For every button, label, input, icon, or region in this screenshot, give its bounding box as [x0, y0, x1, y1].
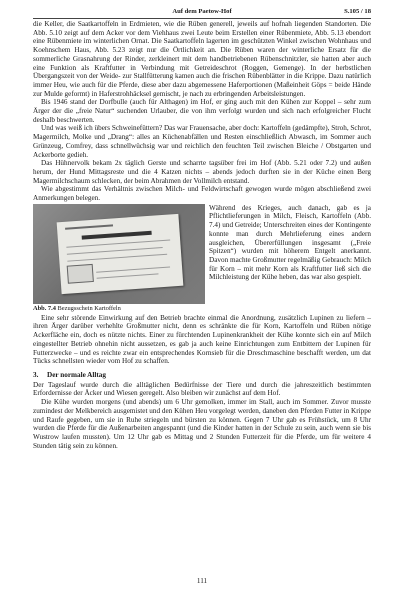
paragraph: Wie abgestimmt das Verhältnis zwischen Milch- und Feldwirtschaft gewogen wurde mögen abschließend zwei Anmerkungen belegen. [33, 185, 371, 203]
figure-caption [33, 305, 205, 313]
section-number: 3. [33, 370, 39, 379]
paragraph: Eine sehr störende Einwirkung auf den Betrieb brachte einmal die Anordnung, zusätzlich Lupinen zu liefern – ihren Ärger darüber verhehlte Großmutter nicht, denn es schränkte die für Korn, Kartoffeln und Rüben nötige Ackerfläche ein, doch es nützte nichts. Einer zu fürchtenden Lupinenkrankheit der Kühe konnte sich ein auf Milch eingestellter Betrieb ohnehin nicht aussetzen, es gab ja auch keine Einrichtungen zum Entbittern der Lupinen für Futterzwecke – und es reichte zwar ein entsprechendes Kornsieb für die Dreschmaschine beschafft werden, um dat Tücks schnellsten wieder vom Hof zu schaffen. [33, 313, 371, 366]
figure-block [33, 204, 371, 314]
stamp-icon [67, 264, 94, 284]
ration-coupon-image [57, 214, 184, 294]
paragraph: Der Tageslauf wurde durch die alltäglichen Bedürfnisse der Tiere und durch die jahreszeitlich bestimmten Erfordernisse der Äcker und Wiesen geregelt. Also bleiben wir zunächst auf dem Hof. [33, 380, 371, 398]
paragraph: Die Kühe wurden morgens (und abends) um 6 Uhr gemolken, immer im Stall, auch im Sommer. Zuvor musste zumindest der Melkbereich ausgemistet und den Kühen Heu vorgelegt werden, daneben den Pferden Futter in Krippe und Raufe gegeben, um sie in Ruhe striegeln und bürsten zu können. Gegen 7 Uhr gab es Frühstück, um 8 Uhr wurden die Pferde für die Außenarbeiten angespannt (und die Kinder hatten in der Schule zu sein, auch wenn sie bis Wustrow laufen mussten). Um 12 Uhr gab es Mittag und 2 Stunden Futterzeit für die Pferde, um für weitere 4 Stunden tätig sein zu können. [33, 398, 371, 450]
paragraph: die Keller, die Saatkartoffeln in Erdmieten, wie die Rüben generell, jeweils auf hofnah liegenden Standorten. Die Abb. 5.10 zeigt auf dem Acker vor dem Viehhaus zwei Leute beim Erstellen einer Rübenmiete, Abb. 5.13 ebendort eine Rübenmiete im winterlichen Ornat. Die Saatkartoffeln lagerten im geschützten Winkel zwischen Wohnhaus und Koehnschem Haus, Abb. 5.23 zeigt nur die Örtlichkeit an. Die Rüben waren der winterliche Ersatz für die sommerliche Grasnahrung der Rinder, zerkleinert mit dem handbetriebenen Rübenschnitzler, sie hatten aber auch eine Funktion als Kraftfutter in Verbindung mit Getreideschrot (Roggen, Gemenge). In der herbstlichen Übergangszeit von der Weide- zur Stallfütterung kamen auch die frischen Rübenblätter in die Krippe. Dazu natürlich immer Heu, wie auch für die Pferde, diese aber dazu abgemessene Haferportionen (Maßeinheit Göps = beide Hände zur Mulde geformt) in Haferstrohhäcksel gemischt, je nach zu erbringenden Arbeitsleistungen. [33, 20, 371, 98]
section-heading [33, 371, 371, 380]
figure-caption-text: Bezugsschein Kartoffeln [57, 304, 121, 312]
header-page-ref: S.105 / 18 [344, 8, 371, 15]
figure-photo [33, 204, 205, 304]
body-text [33, 20, 371, 450]
paragraph: Bis 1946 stand der Dorfbulle (auch für Althagen) im Hof, er ging auch mit den Kühen zur Koppel – sehr zum Ärger der die „freie Natur“ suchenden Urlauber, die von ihm verfolgt wurden und sich nach erfolgreicher Flucht deshalb beschwerten. [33, 98, 371, 124]
section-title: Der normale Alltag [47, 370, 106, 379]
paragraph: Und was weiß ich übers Schweinefüttern? Das war Frauensache, aber doch: Kartoffeln (gedämpfte), Stroh, Schrot, Magermilch, Molke und „Drang“: alles an Küchenabfällen und Resten einschließlich Abwasch, im Sommer auch Grünzeug, Comfrey, dass schnellwüchsig war und reichlich den feuchten Teil zwischen Bleiche / Obstgarten und Ackerborte gedieh. [33, 124, 371, 159]
paragraph: Das Hühnervolk bekam 2x täglich Gerste und scharrte tagsüber frei im Hof (Abb. 5.21 oder 7.2) und außen herum, der Hund Mittagsreste und die 4 Katzen nichts – abends jedoch durften sie in der Küche einen Berg Magermilchschaum schlecken, der beim Abrahmen der Vollmilch entstand. [33, 159, 371, 185]
page-number: 111 [196, 577, 208, 585]
running-header [33, 5, 371, 19]
header-rule [33, 18, 371, 19]
header-title: Auf dem Paetow-Hof [172, 8, 232, 15]
figure-label: Abb. 7.4 [33, 304, 56, 312]
figure-side-paragraph: Während des Krieges, auch danach, gab es ja Pflichtlieferungen in Milch, Fleisch, Kartoffeln (Abb. 7.4) und Getreide; Unterschreiten eines der Kontingente konnte man durch Mehrlieferung eines andern ausgleichen, Übererfüllungen insgesamt („Freie Spitzen“) wurden mit höherem Entgelt anerkannt. Davon machte Großmutter regelmäßig Gebrauch: Milch für Korn – mit mehr Korn als Kraftfutter ließ sich die Milchleistung der Kühe heben, das war also gespielt. [209, 203, 371, 282]
figure [33, 204, 205, 313]
